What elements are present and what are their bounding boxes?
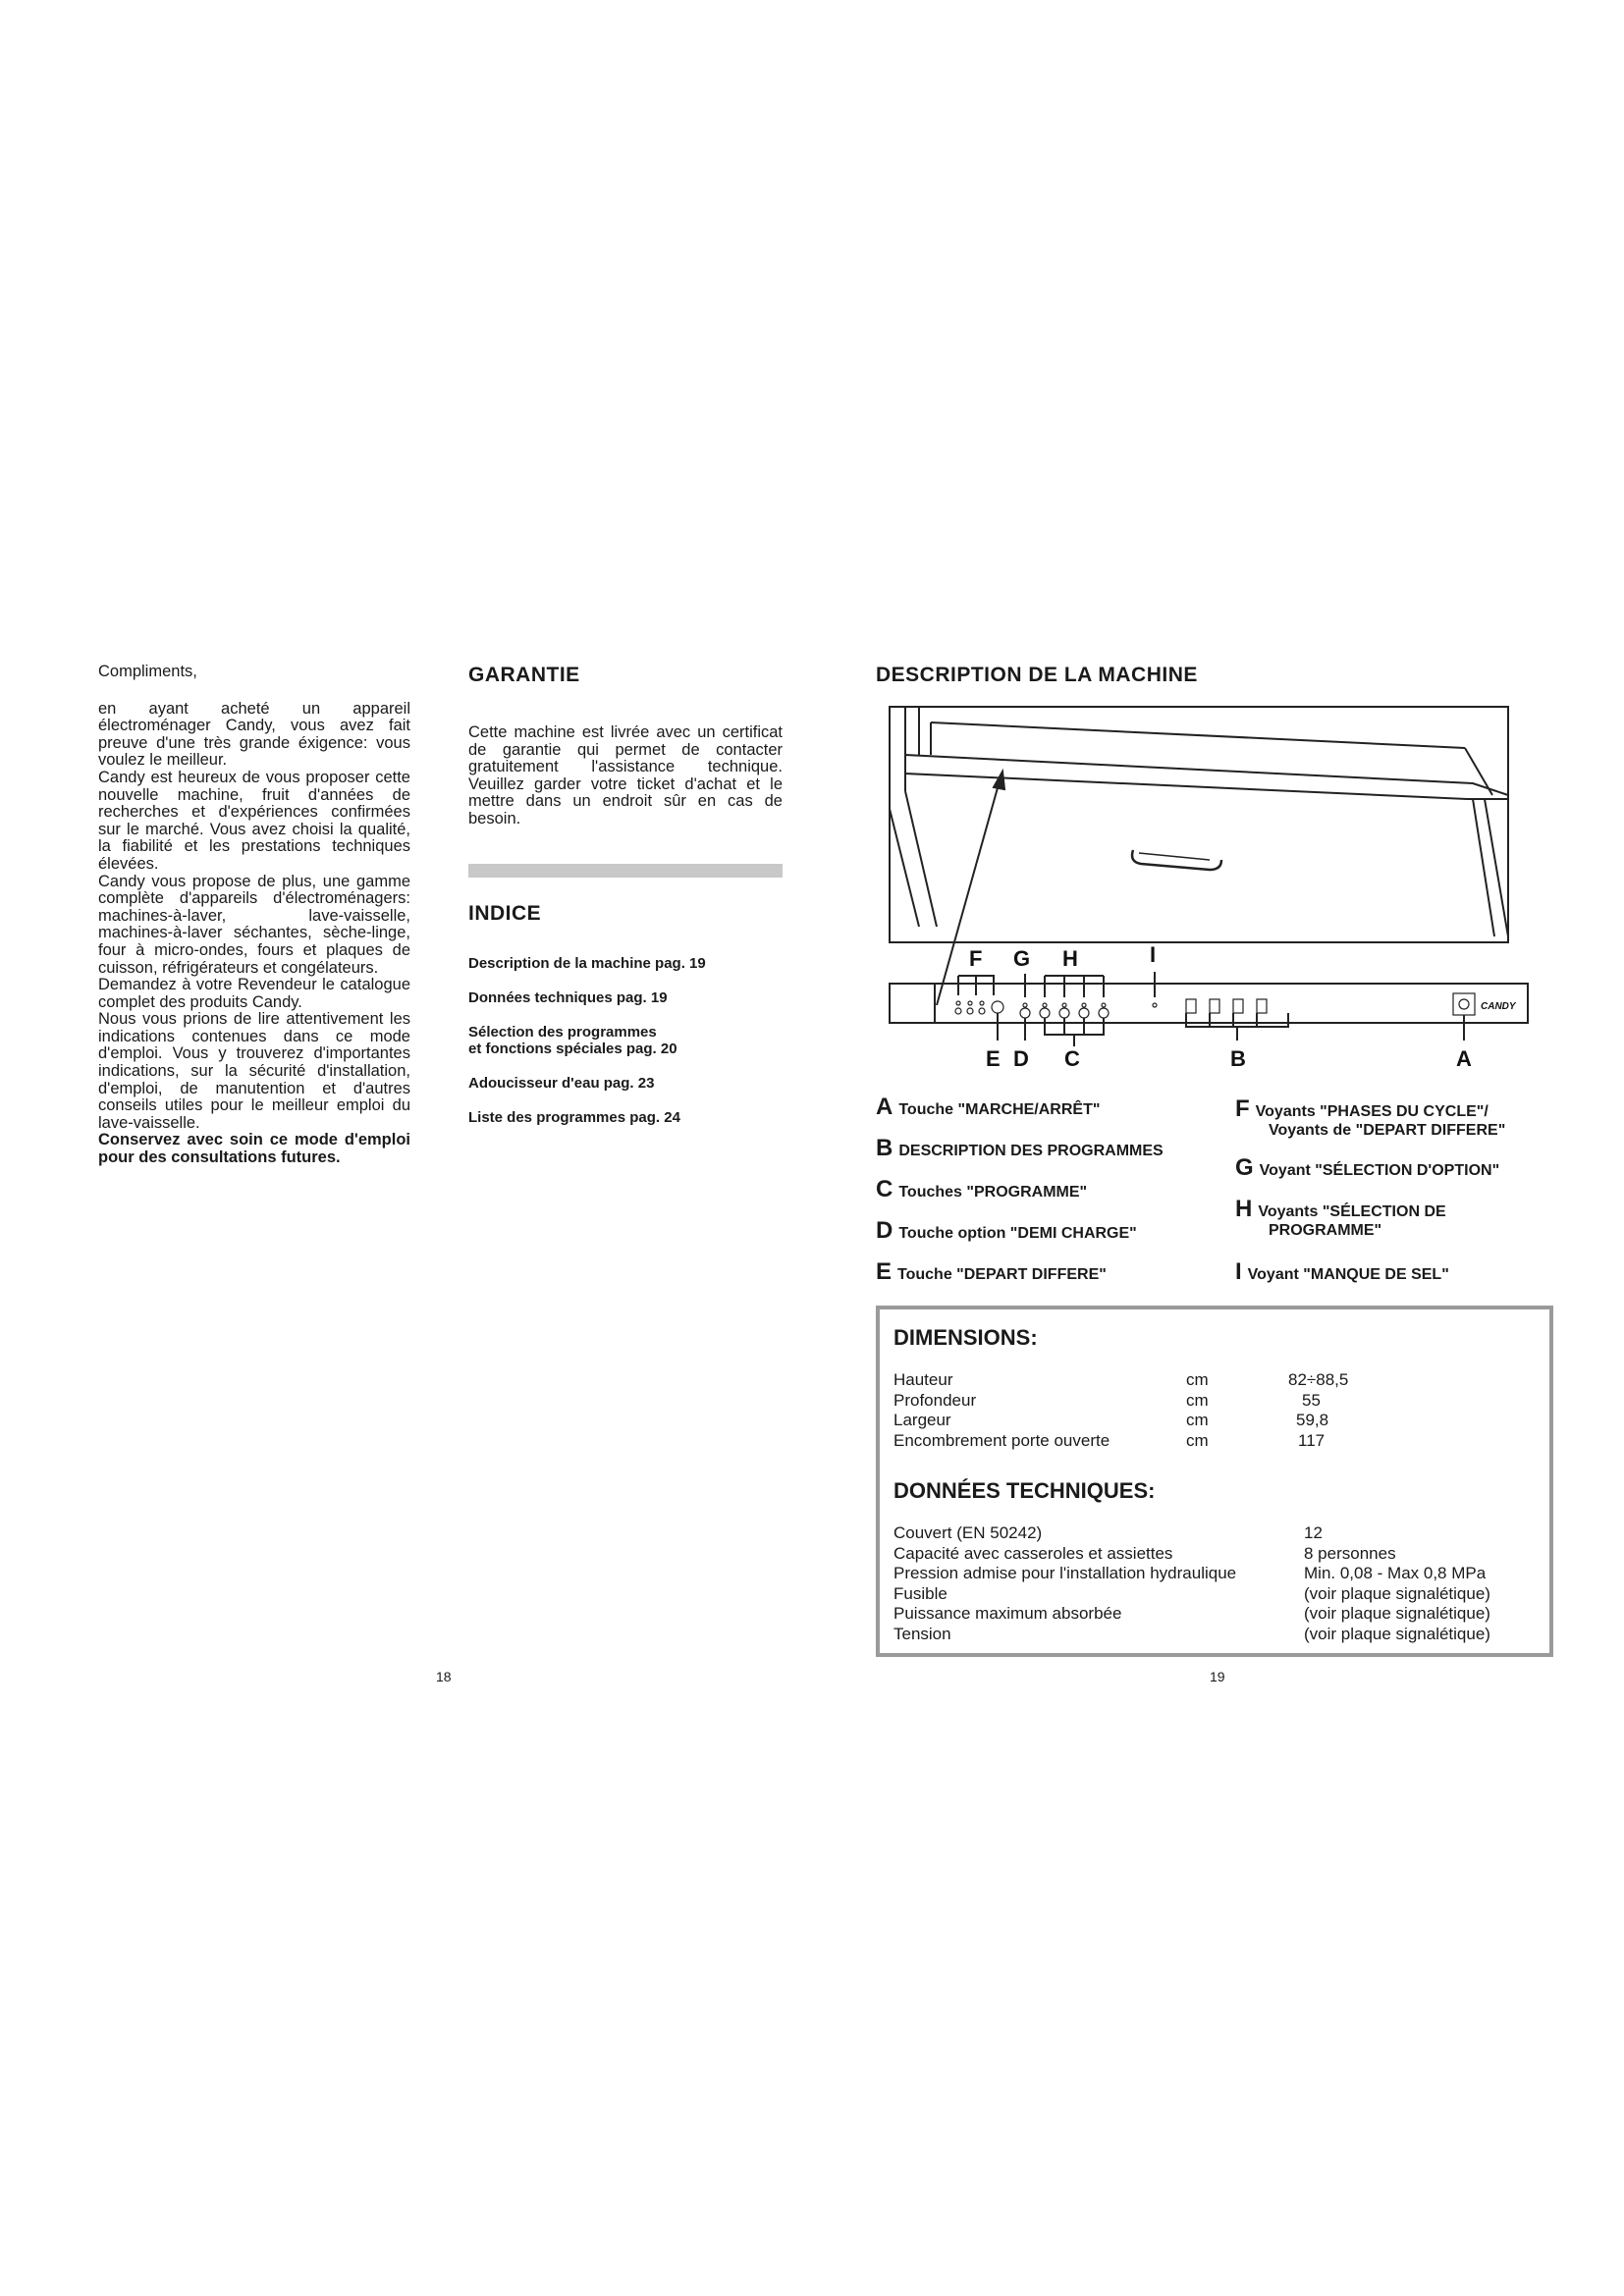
legend-letter: A: [876, 1094, 893, 1120]
tech-value: (voir plaque signalétique): [1304, 1583, 1490, 1603]
callout-brackets-bottom: [998, 1013, 1464, 1046]
callout-c: C: [1064, 1046, 1080, 1071]
toc-entry: Données techniques pag. 19: [468, 988, 668, 1006]
table-row: [893, 1391, 1542, 1412]
garantie-text: Cette machine est livrée avec un certificat de garantie qui permet de contacter gratuitement l'assistance technique. Veuillez garder votre ticket d'achat et le mettre dans un endroit sûr en cas de besoin.: [468, 723, 783, 828]
legend-text: Touches "PROGRAMME": [898, 1184, 1088, 1201]
legend-item-a: [876, 1094, 1101, 1120]
intro-paragraph: Candy est heureux de vous proposer cette nouvelle machine, fruit d'années de recherches et d'expériences confirmées sur le marché. Vous avez choisi la qualité, la fiabilité et les prestations techniques élevées.: [98, 768, 410, 873]
closing-note: Conservez avec soin ce mode d'emploi pour des consultations futures.: [98, 1131, 410, 1167]
table-row: [893, 1370, 1542, 1391]
legend-letter: H: [1235, 1196, 1253, 1222]
tech-value: (voir plaque signalétique): [1304, 1624, 1490, 1643]
legend-text: Voyants "SÉLECTION DE: [1258, 1203, 1446, 1220]
legend-text: DESCRIPTION DES PROGRAMMES: [898, 1143, 1164, 1159]
tech-value: (voir plaque signalétique): [1304, 1604, 1490, 1623]
callout-letters-bottom: [986, 1046, 1472, 1071]
callout-d: D: [1013, 1046, 1029, 1071]
legend-text: Touche option "DEMI CHARGE": [898, 1225, 1137, 1242]
tech-label: Capacité avec casseroles et assiettes: [893, 1543, 1173, 1563]
dimensions-title: DIMENSIONS:: [893, 1325, 1038, 1350]
legend-item-h: [1235, 1196, 1446, 1240]
technical-table: [893, 1523, 1542, 1644]
callout-b: B: [1230, 1046, 1246, 1071]
dim-unit: cm: [1186, 1370, 1209, 1389]
intro-paragraph: Candy vous propose de plus, une gamme complète d'appareils d'électroménagers: machines-à-laver, lave-vaisselle, machines-à-laver séchantes, sèche-linge, four à micro-ondes, fours et plaques de cuisson, réfrigérateurs et congélateurs.: [98, 872, 410, 977]
page-number-right: 19: [1210, 1669, 1225, 1684]
machine-column: [876, 664, 1563, 1071]
callout-h: H: [1062, 946, 1078, 971]
toc-entry: Liste des programmes pag. 24: [468, 1108, 680, 1126]
dim-unit: cm: [1186, 1390, 1209, 1410]
technical-title: DONNÉES TECHNIQUES:: [893, 1478, 1156, 1503]
dishwasher-diagram: [876, 701, 1563, 1113]
legend-text: Voyant "MANQUE DE SEL": [1247, 1266, 1449, 1283]
legend-item-g: [1235, 1154, 1500, 1181]
dim-value: 59,8: [1296, 1411, 1329, 1429]
cabinet-outline: [890, 707, 1508, 942]
table-of-contents: [468, 955, 783, 1126]
legend-item-i: [1235, 1258, 1449, 1285]
legend-item-e: [876, 1258, 1107, 1285]
toc-entry-line: et fonctions spéciales pag. 20: [468, 1040, 677, 1057]
dim-unit: cm: [1186, 1411, 1209, 1429]
legend-text: Voyant "SÉLECTION D'OPTION": [1259, 1162, 1500, 1179]
dim-label: Profondeur: [893, 1390, 977, 1410]
tech-value: Min. 0,08 - Max 0,8 MPa: [1304, 1564, 1487, 1582]
legend-item-f: [1235, 1095, 1506, 1140]
toc-entry: [468, 1024, 783, 1057]
section-divider: [468, 864, 783, 878]
dim-label: Hauteur: [893, 1370, 953, 1389]
tech-value: 12: [1304, 1523, 1323, 1542]
intro-paragraph: Demandez à votre Revendeur le catalogue complet des produits Candy.: [98, 976, 410, 1011]
dim-label: Largeur: [893, 1411, 951, 1429]
callout-letters-top: [969, 942, 1156, 971]
spec-box: [876, 1306, 1553, 1657]
table-row: [893, 1604, 1542, 1625]
table-row: [893, 1544, 1542, 1565]
greeting: Compliments,: [98, 663, 197, 680]
toc-entry-line: Sélection des programmes: [468, 1023, 657, 1041]
legend-item-b: [876, 1135, 1164, 1161]
toc-entry: Adoucisseur d'eau pag. 23: [468, 1074, 655, 1092]
legend-letter: F: [1235, 1095, 1250, 1122]
callout-i: I: [1150, 942, 1157, 967]
tech-label: Couvert (EN 50242): [893, 1523, 1043, 1542]
legend-item-c: [876, 1176, 1088, 1202]
tech-label: Tension: [893, 1624, 951, 1643]
table-row: [893, 1523, 1542, 1544]
legend-text: Touche "MARCHE/ARRÊT": [898, 1101, 1101, 1118]
legend-letter: B: [876, 1135, 893, 1161]
candy-logo: CANDY: [1481, 1001, 1516, 1012]
intro-paragraph: Nous vous prions de lire attentivement les indications contenues dans ce mode d'emploi. Vous y trouverez d'importantes indications, sur la sécurité d'installation, d'emploi, de manutention et d'autres conseils utiles pour le meilleur emploi du lave-vaisselle.: [98, 1010, 410, 1132]
garantie-title: GARANTIE: [468, 664, 580, 686]
table-row: [893, 1564, 1542, 1584]
legend-text: Voyants "PHASES DU CYCLE"/: [1255, 1103, 1489, 1120]
machine-title: DESCRIPTION DE LA MACHINE: [876, 664, 1198, 686]
dimensions-table: [893, 1370, 1542, 1451]
tech-label: Puissance maximum absorbée: [893, 1604, 1122, 1623]
callout-g: G: [1013, 946, 1031, 971]
legend-letter: D: [876, 1217, 893, 1244]
dim-unit: cm: [1186, 1430, 1209, 1450]
garantie-indice-column: [468, 664, 783, 1144]
tech-label: Pression admise pour l'installation hydraulique: [893, 1564, 1237, 1582]
legend-text-line2: Voyants de "DEPART DIFFERE": [1269, 1122, 1506, 1139]
legend-item-d: [876, 1217, 1137, 1244]
table-row: [893, 1431, 1542, 1452]
table-row: [893, 1625, 1542, 1645]
page-number-left: 18: [436, 1669, 452, 1684]
legend-letter: I: [1235, 1258, 1242, 1285]
legend-letter: E: [876, 1258, 893, 1285]
dim-label: Encombrement porte ouverte: [893, 1430, 1110, 1450]
dim-value: 82÷88,5: [1288, 1370, 1349, 1389]
panel-controls: [955, 993, 1475, 1018]
tech-label: Fusible: [893, 1583, 947, 1603]
legend-letter: C: [876, 1176, 893, 1202]
intro-column: [98, 664, 410, 1167]
callout-f: F: [969, 946, 983, 971]
intro-paragraph: en ayant acheté un appareil électroménager Candy, vous avez fait preuve d'une très grande éxigence: vous voulez le meilleur.: [98, 699, 410, 770]
legend-text: Touche "DEPART DIFFERE": [897, 1266, 1107, 1283]
indice-title: INDICE: [468, 901, 542, 925]
legend-letter: G: [1235, 1154, 1254, 1181]
callout-e: E: [986, 1046, 1001, 1071]
table-row: [893, 1411, 1542, 1431]
callout-a: A: [1456, 1046, 1472, 1071]
table-row: [893, 1584, 1542, 1605]
dim-value: 117: [1298, 1430, 1326, 1450]
toc-entry: Description de la machine pag. 19: [468, 954, 706, 972]
dim-value: 55: [1302, 1390, 1321, 1410]
legend-text-line2: PROGRAMME": [1269, 1222, 1382, 1239]
tech-value: 8 personnes: [1304, 1543, 1396, 1563]
